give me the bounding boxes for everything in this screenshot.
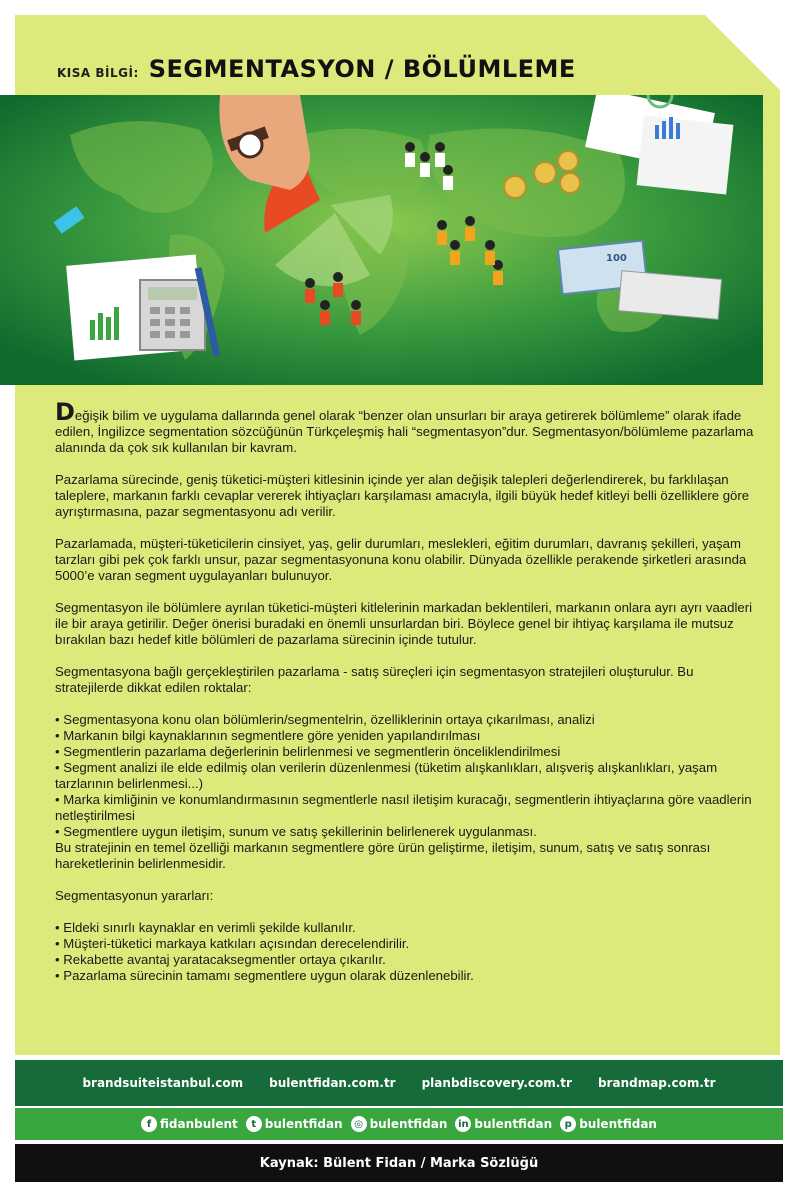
paragraph-benefits-heading: Segmentasyonun yararları: [55, 888, 214, 903]
linkedin-icon: in [455, 1116, 471, 1132]
social-handle: bulentfidan [369, 1117, 448, 1131]
list-item: • Marka kimliğinin ve konumlandırmasının segmentlerle nasıl iletişim kuracağı, segmentlerin ihtiyaçlarına göre vaadlerin netleştirilmesi [55, 792, 755, 824]
instagram-icon: ◎ [351, 1116, 367, 1132]
title-main: SEGMENTASYON / BÖLÜMLEME [148, 55, 576, 83]
paragraph-5: Segmentasyona bağlı gerçekleştirilen pazarlama - satış süreçleri için segmentasyon stratejileri oluşturulur. Bu stratejilerde dikkat edilen roktalar: [55, 664, 694, 695]
website-links-bar [15, 1060, 783, 1106]
strategy-list [55, 712, 755, 840]
drop-cap: D [55, 398, 75, 426]
social-facebook[interactable] [141, 1116, 238, 1132]
paragraph-intro: Değişik bilim ve uygulama dallarında genel olarak “benzer olan unsurları bir araya getirerek bölümleme” olarak ifade edilen, İngilizce segmentation sözcüğünün Türkçeleşmiş hali “segmentasyon”dur. Segmentasyon/bölümleme pazarlama alanında da çok sık kullanılan bir kavram. [55, 398, 754, 455]
source-bar [15, 1144, 783, 1182]
list-item: • Segmentasyona konu olan bölümlerin/segmentelrin, özelliklerinin ortaya çıkarılması, analizi [55, 712, 755, 728]
social-instagram[interactable] [351, 1116, 448, 1132]
social-handle: bulentfidan [264, 1117, 343, 1131]
twitter-icon: t [246, 1116, 262, 1132]
list-item: • Rekabette avantaj yaratacaksegmentler ortaya çıkarılır. [55, 952, 755, 968]
social-twitter[interactable] [246, 1116, 343, 1132]
page-title [57, 55, 576, 83]
paragraph-2: Pazarlama sürecinde, geniş tüketici-müşteri kitlesinin içinde yer alan değişik talepleri değerlendirerek, bu farklılaşan taleplere, markanın farklı cevaplar vererek ihtiyaçları karşılaması amacıyla, ilgili büyük hedef kitleyi belli özelliklere göre ayrıştırmasına, pazar segmentasyonu adı verilir. [55, 472, 750, 519]
list-item: • Segment analizi ile elde edilmiş olan verilerin düzenlenmesi (tüketim alışkanlıkları, alışveriş alışkanlıkları, yaşam tarzlarının belirlenmesi...) [55, 760, 755, 792]
paragraph-4: Segmentasyon ile bölümlere ayrılan tüketici-müşteri kitlelerinin markadan beklentileri, markanın onlara ayrı ayrı vaadleri ile bir araya getirilir. Değer önerisi buradaki en önemli unsurlardan biri. Böylece genel bir ihtiyaç karşılama ile mutsuz bırakılan bazı hedef kitle bölümleri de pazarlama sürecinin içinde tutulur. [55, 600, 753, 647]
title-kicker: KISA BİLGİ: [57, 66, 139, 80]
link-brandmap[interactable]: brandmap.com.tr [597, 1076, 716, 1090]
social-handle: bulentfidan [579, 1117, 657, 1131]
hero-illustration [0, 95, 763, 385]
social-pinterest[interactable] [560, 1116, 657, 1132]
benefits-list [55, 920, 755, 984]
link-bulentfidan[interactable]: bulentfidan.com.tr [269, 1076, 396, 1090]
paragraph-6: Bu stratejinin en temel özelliği markanın segmentlere göre ürün geliştirme, iletişim, sunum, satış ve satış sonrası hareketlerinin belirlenmesidir. [55, 840, 711, 871]
list-item: • Markanın bilgi kaynaklarının segmentlere göre yeniden yapılandırılması [55, 728, 755, 744]
link-brandsuiteistanbul[interactable]: brandsuiteistanbul.com [82, 1076, 244, 1090]
link-planbdiscovery[interactable]: planbdiscovery.com.tr [421, 1076, 572, 1090]
pinterest-icon: p [560, 1116, 576, 1132]
list-item: • Pazarlama sürecinin tamamı segmentlere uygun olarak düzenlenebilir. [55, 968, 755, 984]
paragraph-3: Pazarlamada, müşteri-tüketicilerin cinsiyet, yaş, gelir durumları, meslekleri, eğitim durumları, davranış şekilleri, yaşam tarzları gibi pek çok farklı unsur, pazar segmentasyonuna konu olabilir. Dünyada özellikle perakende şirketleri arasında 5000’e varan segment uygulayanları bulunuyor. [55, 536, 747, 583]
list-item: • Müşteri-tüketici markaya katkıları açısından derecelendirilir. [55, 936, 755, 952]
article-body [55, 398, 755, 984]
list-item: • Eldeki sınırlı kaynaklar en verimli şekilde kullanılır. [55, 920, 755, 936]
banknote-value: 100 [606, 253, 627, 264]
source-credit: Kaynak: Bülent Fidan / Marka Sözlüğü [259, 1155, 539, 1171]
social-links-bar [15, 1108, 783, 1140]
social-handle: bulentfidan [474, 1117, 553, 1131]
facebook-icon: f [141, 1116, 157, 1132]
watch-icon [238, 133, 262, 157]
social-handle: fidanbulent [160, 1117, 238, 1131]
list-item: • Segmentlere uygun iletişim, sunum ve satış şekillerinin belirlenerek uygulanması. [55, 824, 755, 840]
list-item: • Segmentlerin pazarlama değerlerinin belirlenmesi ve segmentlerin önceliklendirilmesi [55, 744, 755, 760]
social-linkedin[interactable] [455, 1116, 552, 1132]
